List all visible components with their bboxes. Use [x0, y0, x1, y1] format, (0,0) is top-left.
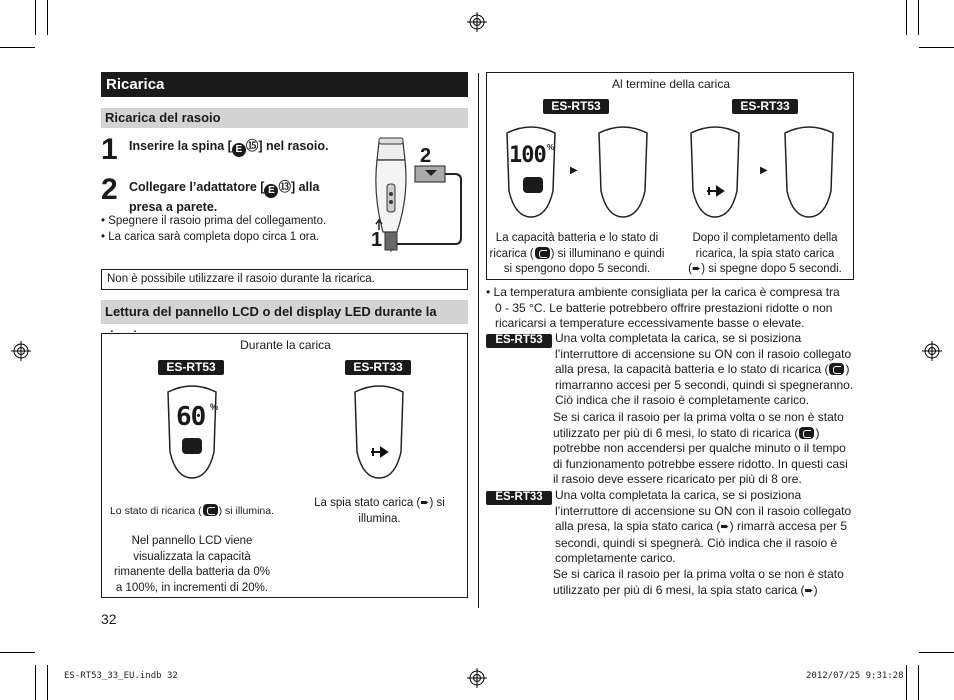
temp-note: • La temperatura ambiente consigliata per la carica è compresa tra 0 - 35 °C. Le batterie potrebbero offrire prestazioni ridotte o non ricaricarsi a temperature eccessivamente basse o elevate.: [486, 285, 840, 331]
step-number: 2: [101, 173, 118, 206]
caption: Lo stato di ricarica ( ) si illumina.: [109, 505, 275, 517]
column-divider: [478, 73, 479, 608]
crop-mark: [0, 47, 35, 48]
figure-label: 2: [420, 145, 432, 167]
caption: La capacità batteria e lo stato di ricarica ( ) si illuminano e quindi si spengono dopo 5 secondi.: [489, 232, 665, 275]
crop-mark: [906, 665, 907, 700]
charge-status-icon: [203, 504, 218, 516]
charge-status-icon: [535, 247, 550, 259]
rt33-note-2: Se si carica il rasoio per la prima volta o se non è stato utilizzato per più di 6 mesi, la spia stato carica (➨): [553, 567, 855, 599]
model-tag: ES-RT33: [486, 491, 552, 505]
crop-mark: [918, 0, 919, 35]
ref-letter-icon: E: [264, 184, 278, 198]
model-tag: ES-RT53: [543, 99, 609, 114]
panel-title: Durante la carica: [240, 338, 331, 352]
footer-file: ES-RT53_33_EU.indb 32: [64, 671, 178, 681]
charge-status-icon: [523, 177, 543, 193]
lcd-display-off-icon: [593, 123, 653, 219]
bullet-item: • La carica sarà completa dopo circa 1 ora.: [101, 231, 320, 243]
lcd-display-icon: [501, 123, 561, 219]
crop-mark: [919, 47, 954, 48]
registration-mark: [467, 12, 487, 32]
lcd-display-icon: [162, 382, 222, 482]
rt53-note: Una volta completata la carica, se si posiziona l’interruttore di accensione su ON con il rasoio collegato alla presa, la capacità batteria e lo stato di ricarica ( ) rimarranno accesi per 5 secondi, quindi si spegneranno. Ciò indica che il rasoio è completamente carico.: [555, 331, 854, 408]
plug-icon: ➨: [720, 521, 730, 534]
lcd-percent: 60: [176, 402, 206, 432]
percent-sign: %: [210, 402, 219, 412]
crop-mark: [918, 665, 919, 700]
rt33-note: Una volta completata la carica, se si posiziona l’interruttore di accensione su ON con il rasoio collegato alla presa, la spia stato carica (➨) rimarrà accesa per 5 secondi, quindi si spegnerà. Ciò indica che il rasoio è completamente carico.: [555, 488, 852, 566]
ref-letter-icon: E: [232, 143, 246, 157]
caption: Nel pannello LCD viene visualizzata la capacità rimanente della batteria da 0% a 100%, in incrementi di 20%.: [114, 535, 270, 594]
registration-mark: [11, 341, 31, 361]
charge-status-icon: [182, 438, 202, 454]
caption: La spia stato carica (➨) si illumina.: [314, 497, 445, 525]
registration-mark: [922, 341, 942, 361]
model-tag: ES-RT53: [158, 360, 224, 375]
bullet-item: • Spegnere il rasoio prima del collegamento.: [101, 215, 327, 227]
plug-icon: ➨: [804, 584, 814, 597]
led-display-icon: [685, 123, 745, 219]
section-title: Ricarica: [101, 72, 468, 97]
model-tag: ES-RT33: [345, 360, 411, 375]
model-tag: ES-RT33: [732, 99, 798, 114]
led-display-off-icon: [779, 123, 839, 219]
percent-sign: %: [547, 143, 555, 152]
page-number: 32: [101, 611, 117, 627]
crop-mark: [35, 665, 36, 700]
crop-mark: [0, 652, 35, 653]
end-charge-panel: [486, 72, 854, 280]
registration-mark: [467, 668, 487, 688]
step-1-text: Inserire la spina [ E ⑮] nel rasoio.: [129, 139, 329, 155]
note-box: Non è possibile utilizzare il rasoio durante la ricarica.: [101, 269, 468, 290]
step-2-text: Collegare l’adattatore [ E ⑬] alla presa a parete.: [129, 180, 320, 214]
model-tag: ES-RT53: [486, 334, 552, 348]
caption: Dopo il completamento della ricarica, la spia stato carica (➨) si spegne dopo 5 secondi.: [675, 231, 855, 278]
crop-mark: [47, 0, 48, 35]
rt53-note-2: Se si carica il rasoio per la prima volta o se non è stato utilizzato per più di 6 mesi, lo stato di ricarica ( ) potrebbe non accendersi per qualche minuto o il tempo di funzionamento potrebbe essere ridotto. In questi casi il rasoio deve essere ricaricato per più di 8 ore.: [553, 410, 848, 487]
led-display-icon: [349, 382, 409, 482]
arrow-icon: ▶: [760, 165, 768, 176]
during-charge-panel: [101, 333, 468, 598]
crop-mark: [919, 652, 954, 653]
lcd-percent: 100: [509, 143, 546, 168]
step-number: 1: [101, 133, 118, 166]
figure-label: 1: [371, 229, 383, 251]
plug-icon: ➨: [420, 497, 430, 509]
crop-mark: [47, 665, 48, 700]
subsection-title: Ricarica del rasoio: [101, 108, 468, 128]
crop-mark: [35, 0, 36, 35]
plug-icon: ➨: [691, 263, 702, 275]
panel-title: Al termine della carica: [611, 77, 731, 91]
footer-date: 2012/07/25 9:31:28: [806, 671, 904, 681]
charge-status-icon: [799, 427, 814, 439]
arrow-icon: ▶: [570, 165, 578, 176]
charge-status-icon: [829, 363, 844, 375]
subsection-title: Lettura del pannello LCD o del display LED durante la: [101, 300, 468, 324]
crop-mark: [906, 0, 907, 35]
